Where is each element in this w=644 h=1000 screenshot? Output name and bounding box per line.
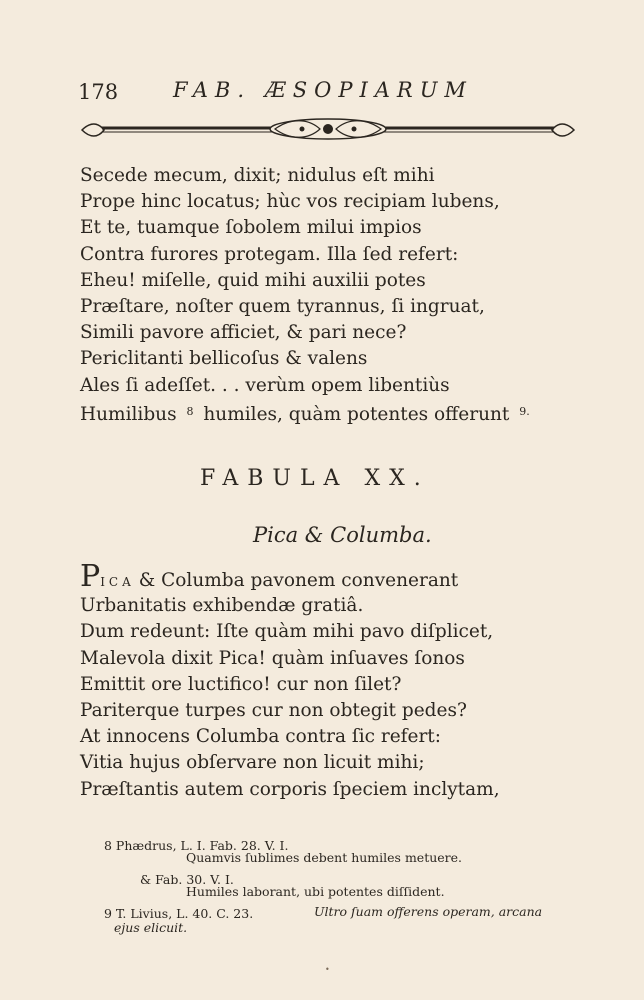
verse-line: Dum redeunt: Iſte quàm mihi pavo diſplicet, <box>80 621 494 643</box>
page-speck: • <box>325 965 330 974</box>
verse-line: Malevola dixit Pica! quàm inſuaves ſonos <box>80 647 465 669</box>
verse-text: Humilibus <box>80 403 177 425</box>
footnote-9-quote: Ultro ſuam offerens operam, arcana <box>314 904 543 919</box>
page-number: 178 <box>78 80 119 104</box>
verse-text: humiles, quàm potentes offerunt <box>203 403 510 425</box>
verse-line: Periclitanti bellicoſus & valens <box>80 348 368 370</box>
running-title: FAB. ÆSOPIARUM <box>173 78 473 102</box>
verse-line <box>80 399 600 425</box>
fable-subtitle: Pica & Columba. <box>253 523 432 547</box>
drop-cap: P <box>80 559 101 594</box>
verse-line: Præſtare, noſter quem tyrannus, ſi ingruat, <box>80 295 485 317</box>
footnote-8-quote-2: Humiles laborant, ubi potentes diſſident. <box>186 884 445 899</box>
verse-line: At innocens Columba contra ſic refert: <box>80 726 441 748</box>
footnote-9-quote-cont: ejus elicuit. <box>114 920 188 935</box>
verse-line: Simili pavore afficiet, & pari nece? <box>80 322 407 344</box>
footnote-8-quote: Quamvis ſublimes debent humiles metuere. <box>186 850 463 865</box>
verse-line: Ales ſi adeſſet. . . verùm opem libentiùs <box>80 374 450 396</box>
ornamental-rule <box>80 116 576 144</box>
verse-line: Prope hinc locatus; hùc vos recipiam lubens, <box>80 191 500 213</box>
verse-line: Vitia hujus obſervare non licuit mihi; <box>80 752 425 774</box>
footnote-9-source: 9 T. Livius, L. 40. C. 23. <box>104 906 254 921</box>
poem-top <box>80 163 600 425</box>
fable-title: FABULA XX. <box>200 466 430 491</box>
verse-line: Eheu! miſelle, quid mihi auxilii potes <box>80 269 426 291</box>
footnote-8-source-2: & Fab. 30. V. I. <box>140 872 234 887</box>
poem-bottom <box>80 559 600 803</box>
verse-line: Urbanitatis exhibendæ gratiâ. <box>80 595 364 617</box>
small-caps: ICA <box>100 575 135 589</box>
verse-line: Et te, tuamque ſobolem milui impios <box>80 217 422 239</box>
verse-text: & Columba pavonem convenerant <box>138 570 459 591</box>
verse-line: Emittit ore luctifico! cur non ſilet? <box>80 673 402 695</box>
verse-line: Pariterque turpes cur non obtegit pedes? <box>80 699 467 721</box>
verse-line: Secede mecum, dixit; nidulus eſt mihi <box>80 165 435 186</box>
footnote-8-source: 8 Phædrus, L. I. Fab. 28. V. I. <box>104 838 289 853</box>
verse-line <box>80 559 600 594</box>
footnote-ref-9: 9. <box>519 404 530 418</box>
verse-line: Præſtantis autem corporis ſpeciem inclytam, <box>80 778 500 800</box>
verse-line: Contra furores protegam. Illa ſed refert: <box>80 243 459 265</box>
footnote-ref-8: 8 <box>186 404 194 418</box>
running-head <box>78 78 578 108</box>
